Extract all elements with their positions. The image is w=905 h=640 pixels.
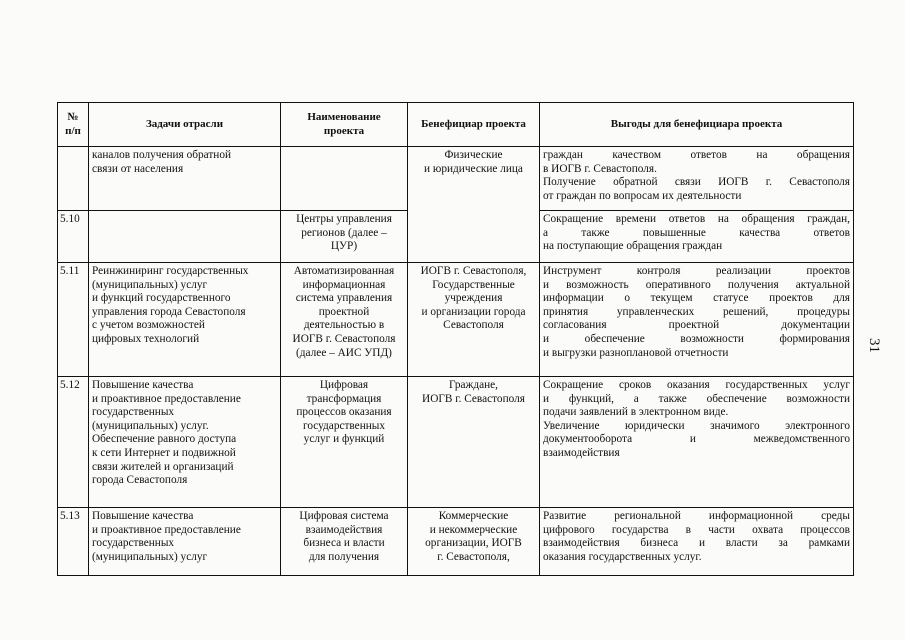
row-benefits (540, 147, 854, 211)
text-line: Сокращение сроков оказания государственных услуг (543, 379, 850, 391)
table-header-row (58, 103, 854, 147)
text-line: Развитие региональной информационной среды (543, 510, 850, 522)
row-number (58, 147, 89, 211)
table-row (58, 263, 854, 377)
text-line: г. Севастополя, (437, 550, 510, 563)
text-line: Повышение качества (92, 379, 194, 391)
row-project (281, 377, 408, 508)
data-table (57, 102, 854, 576)
text-line: взаимодействия (305, 523, 383, 536)
text-line: Обеспечение равного доступа (92, 433, 237, 446)
text-line: трансформация (306, 392, 382, 405)
row-tasks (89, 263, 281, 377)
text-line: ИОГВ г. Севастополя (292, 332, 396, 345)
text-line: ИОГВ г. Севастополя (422, 392, 525, 405)
header-project (281, 103, 408, 147)
text-line: (муниципальных) услуг. (92, 419, 209, 432)
text-line: ИОГВ г. Севастополя, (420, 265, 527, 277)
text-line: услуг и функций (303, 433, 385, 446)
text-line: и функций государственного (92, 292, 231, 305)
text-line: подачи заявлений в электронном виде. (543, 406, 729, 419)
text-line: Цифровая (319, 379, 369, 391)
header-project-line: Наименование (307, 110, 381, 123)
row-project (281, 263, 408, 377)
text-line: информационная (302, 278, 386, 291)
text-line: связи жителей и организаций (92, 460, 234, 473)
row-beneficiary (408, 508, 540, 576)
row-project (281, 508, 408, 576)
text-line: цифрового государства в части охвата процессов (543, 523, 850, 536)
text-line: Автоматизированная (293, 265, 395, 277)
text-line: оказания государственных услуг. (543, 550, 702, 563)
text-line: Повышение качества (92, 510, 194, 522)
text-line: Сокращение времени ответов на обращения граждан, (543, 213, 850, 225)
text-line: Севастополя (443, 319, 504, 332)
text-line: для получения (308, 550, 380, 563)
text-line: и некоммерческие (429, 523, 518, 536)
row-number: 5.11 (58, 263, 89, 377)
text-line: информации о текущем статусе проектов для (543, 292, 850, 305)
text-line: города Севастополя (92, 474, 188, 487)
text-line: связи от населения (92, 162, 184, 175)
text-line: и возможность оперативного получения актуальной (543, 278, 850, 291)
text-line: (муниципальных) услуг (92, 550, 208, 563)
text-line: граждан качеством ответов на обращения (543, 149, 850, 161)
row-tasks (89, 508, 281, 576)
text-line: документооборота и межведомственного (543, 433, 850, 446)
row-project (281, 147, 408, 211)
text-line: ЦУР) (330, 240, 358, 253)
text-line: и выгрузки разноплановой отчетности (543, 346, 729, 359)
row-number: 5.10 (58, 211, 89, 263)
text-line: от граждан по вопросам их деятельности (543, 189, 742, 202)
text-line: (муниципальных) услуг (92, 278, 208, 291)
header-benefits: Выгоды для бенефициара проекта (540, 103, 854, 147)
row-beneficiary (408, 377, 540, 508)
text-line: в ИОГВ г. Севастополя. (543, 162, 657, 175)
table-row (58, 377, 854, 508)
row-benefits (540, 263, 854, 377)
header-beneficiary: Бенефициар проекта (408, 103, 540, 147)
text-line: согласования проектной документации (543, 319, 850, 332)
text-line: организации, ИОГВ (425, 537, 522, 550)
text-line: с учетом возможностей (92, 319, 205, 332)
text-line: и функций, а также обеспечение возможности (543, 392, 850, 405)
row-benefits (540, 377, 854, 508)
text-line: государственных (92, 406, 175, 419)
row-project (281, 211, 408, 263)
row-number: 5.13 (58, 508, 89, 576)
header-project-line: проекта (323, 124, 365, 137)
row-tasks (89, 377, 281, 508)
text-line: государственных (302, 419, 386, 432)
text-line: Физические (444, 149, 503, 161)
text-line: Цифровая система (299, 510, 389, 522)
row-tasks (89, 147, 281, 211)
text-line: и юридические лица (424, 162, 523, 175)
text-line: Получение обратной связи ИОГВ г. Севастополя (543, 176, 850, 189)
row-benefits (540, 508, 854, 576)
text-line: взаимодействия (543, 446, 620, 459)
text-line: принятия управленческих решений, процедуры (543, 305, 850, 318)
text-line: и обеспечение возможности формирования (543, 332, 850, 345)
text-line: регионов (далее – (301, 226, 387, 239)
text-line: а также повышенные качества ответов (543, 226, 850, 239)
text-line: учреждения (444, 292, 503, 305)
page-number: 31 (866, 338, 882, 353)
text-line: (далее – АИС УПД) (296, 346, 392, 359)
text-line: Инструмент контроля реализации проектов (543, 265, 850, 277)
text-line: система управления (295, 292, 393, 305)
header-number-line: № (67, 110, 79, 123)
text-line: Граждане, (449, 379, 498, 391)
row-tasks (89, 211, 281, 263)
text-line: и проактивное предоставление (92, 523, 241, 536)
header-number (58, 103, 89, 147)
text-line: Увеличение юридически значимого электронного (543, 419, 850, 432)
row-number: 5.12 (58, 377, 89, 508)
table-row (58, 508, 854, 576)
text-line: и проактивное предоставление (92, 392, 241, 405)
text-line: взаимодействия бизнеса и власти за рамками (543, 537, 850, 550)
text-line: процессов оказания (296, 406, 392, 419)
text-line: деятельностью в (303, 319, 385, 332)
text-line: управления города Севастополя (92, 305, 246, 318)
row-beneficiary (408, 147, 540, 263)
row-benefits (540, 211, 854, 263)
text-line: каналов получения обратной (92, 149, 232, 161)
text-line: на поступающие обращения граждан (543, 240, 723, 253)
table-row (58, 147, 854, 211)
text-line: Центры управления (296, 213, 392, 225)
text-line: бизнеса и власти (303, 537, 385, 550)
text-line: проектной (318, 305, 370, 318)
text-line: государственных (92, 537, 175, 550)
text-line: Коммерческие (438, 510, 509, 522)
text-line: Государственные (432, 278, 515, 291)
text-line: к сети Интернет и подвижной (92, 446, 236, 459)
text-line: и организации города (421, 305, 526, 318)
row-beneficiary (408, 263, 540, 377)
text-line: цифровых технологий (92, 332, 200, 345)
text-line: Реинжиниринг государственных (92, 265, 249, 277)
header-number-line: п/п (65, 124, 81, 137)
header-tasks: Задачи отрасли (89, 103, 281, 147)
